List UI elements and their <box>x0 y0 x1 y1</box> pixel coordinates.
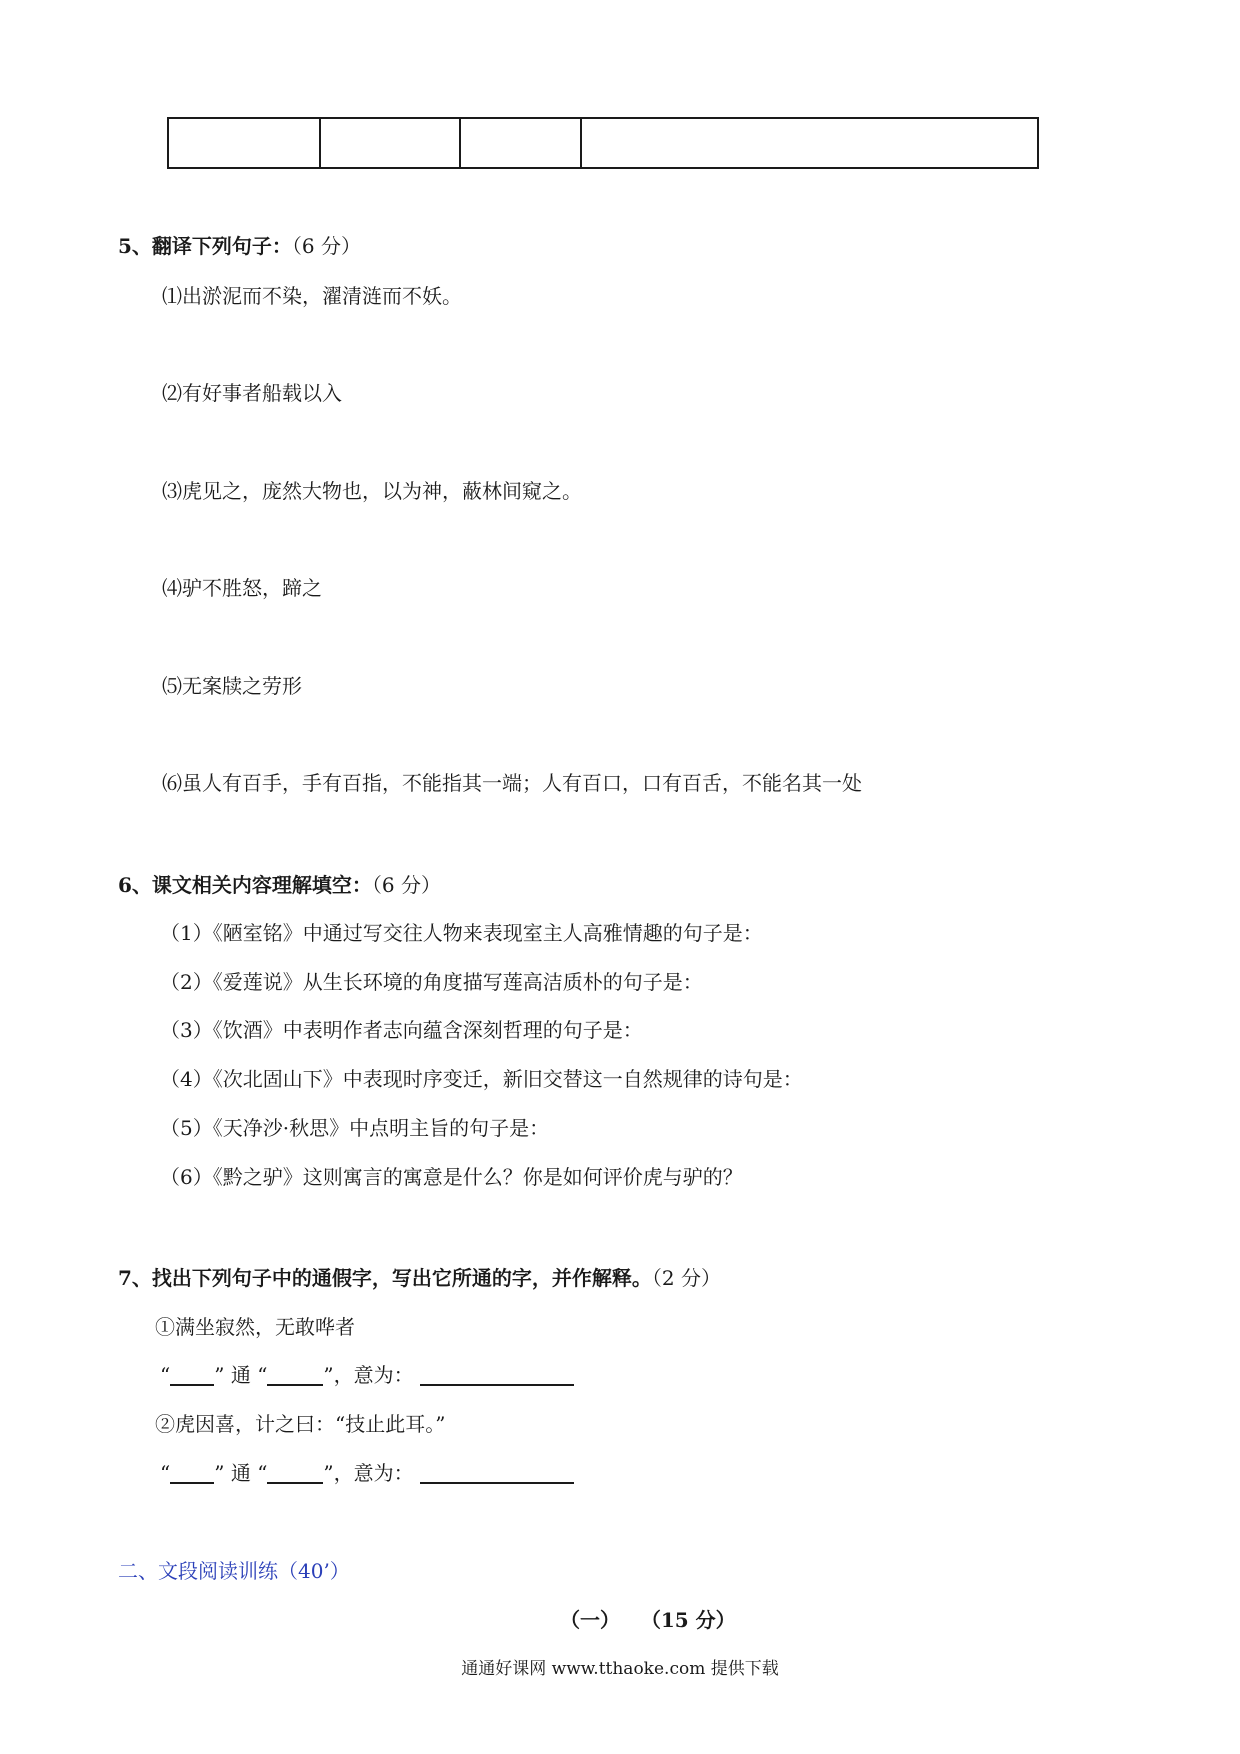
q7-fill-line-1 <box>160 1359 574 1388</box>
q5-item-1: ⑴出淤泥而不染，濯清涟而不妖。 <box>162 284 462 308</box>
q5-title <box>118 230 361 259</box>
q7-item-1: ①满坐寂然，无敢哗者 <box>155 1315 355 1339</box>
blank-meaning-1[interactable] <box>420 1364 574 1386</box>
open-quote: “ <box>257 1461 268 1485</box>
blank-char-1[interactable] <box>170 1364 214 1386</box>
table-cell <box>321 119 461 167</box>
open-quote: “ <box>160 1363 171 1387</box>
close-quote: ” <box>323 1461 334 1485</box>
q7-points: （2 分） <box>651 1266 722 1290</box>
q5-title-text: 5、翻译下列句子： <box>118 234 292 258</box>
meaning-label: ，意为： <box>333 1363 414 1387</box>
table-cell <box>582 119 1037 167</box>
q5-item-4: ⑷驴不胜怒，蹄之 <box>162 576 322 600</box>
q6-item-3: （3）《饮酒》中表明作者志向蕴含深刻哲理的句子是： <box>160 1018 643 1042</box>
meaning-label: ，意为： <box>333 1461 414 1485</box>
q6-points: （6 分） <box>371 873 442 897</box>
q6-item-4: （4）《次北固山下》中表现时序变迁，新旧交替这一自然规律的诗句是： <box>160 1067 803 1091</box>
q7-fill-line-2 <box>160 1457 574 1486</box>
q6-item-2: （2）《爱莲说》从生长环境的角度描写莲高洁质朴的句子是： <box>160 970 703 994</box>
close-quote: ” <box>214 1363 225 1387</box>
q5-item-6: ⑹虽人有百手，手有百指，不能指其一端；人有百口，口有百舌，不能名其一处 <box>162 771 862 795</box>
q7-title-text: 7、找出下列句子中的通假字，写出它所通的字，并作解释。 <box>118 1266 652 1290</box>
answer-table <box>167 117 1039 169</box>
q5-points: （6 分） <box>291 234 362 258</box>
tong-label: 通 <box>224 1363 258 1387</box>
q6-title <box>118 869 441 898</box>
table-cell <box>169 119 321 167</box>
page-footer: 通通好课网 www.tthaoke.com 提供下载 <box>461 1659 779 1679</box>
close-quote: ” <box>323 1363 334 1387</box>
sub-points: （15 分） <box>640 1608 736 1632</box>
blank-tong-1[interactable] <box>267 1364 323 1386</box>
table-cell <box>461 119 582 167</box>
blank-char-2[interactable] <box>170 1462 214 1484</box>
q7-title <box>118 1262 721 1291</box>
section-2-sub <box>560 1604 736 1633</box>
open-quote: “ <box>160 1461 171 1485</box>
q6-item-6: （6）《黔之驴》这则寓言的寓意是什么？你是如何评价虎与驴的？ <box>160 1165 743 1189</box>
q6-title-text: 6、课文相关内容理解填空： <box>118 873 372 897</box>
tong-label: 通 <box>224 1461 258 1485</box>
blank-tong-2[interactable] <box>267 1462 323 1484</box>
q5-item-3: ⑶虎见之，庞然大物也，以为神，蔽林间窥之。 <box>162 479 582 503</box>
q6-item-5: （5）《天净沙·秋思》中点明主旨的句子是： <box>160 1116 550 1140</box>
q7-item-2: ②虎因喜，计之曰：“技止此耳。” <box>155 1412 446 1436</box>
blank-meaning-2[interactable] <box>420 1462 574 1484</box>
open-quote: “ <box>257 1363 268 1387</box>
q5-item-5: ⑸无案牍之劳形 <box>162 674 302 698</box>
close-quote: ” <box>214 1461 225 1485</box>
section-2-title: 二、文段阅读训练（40’） <box>118 1559 350 1583</box>
q6-item-1: （1）《陋室铭》中通过写交往人物来表现室主人高雅情趣的句子是： <box>160 921 763 945</box>
sub-heading: （一） <box>560 1608 620 1632</box>
q5-item-2: ⑵有好事者船载以入 <box>162 381 342 405</box>
